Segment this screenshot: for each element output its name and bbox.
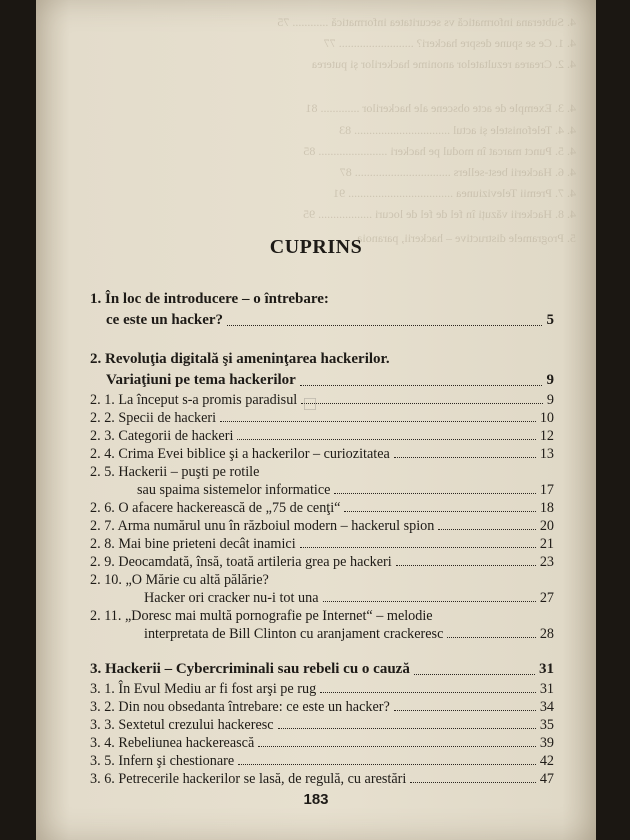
toc-entry bbox=[90, 571, 554, 589]
toc-entry-page: 31 bbox=[539, 681, 554, 697]
toc-entry bbox=[90, 445, 554, 463]
toc-entry bbox=[90, 734, 554, 752]
toc-entry bbox=[90, 589, 554, 607]
table-of-contents bbox=[90, 289, 554, 788]
leader-dots bbox=[344, 511, 536, 512]
show-through-text: 4. 2. Crearea rezultatelor anonime hackerilor și puterea bbox=[311, 57, 576, 71]
toc-entry-page: 28 bbox=[539, 626, 554, 642]
toc-entry-title: 2. Revoluţia digitală şi ameninţarea hackerilor. bbox=[90, 351, 390, 367]
toc-entry-title: 2. 1. La început s-a promis paradisul bbox=[90, 392, 298, 408]
toc-entry-title: 3. 3. Sextetul crezului hackeresc bbox=[90, 717, 274, 733]
toc-entry-page: 9 bbox=[546, 372, 554, 388]
show-through-text: 4. 1. Ce se spune despre hackeri? ......................... 77 bbox=[323, 36, 576, 50]
toc-entry-title: 2. 9. Deocamdată, însă, toată artileria grea pe hackeri bbox=[90, 554, 392, 570]
show-through-text: 4. 4. Telefonistele și actul ................................ 83 bbox=[339, 123, 576, 137]
show-through-text: 4. 6. Hackerii best-sellers ................................ 87 bbox=[339, 165, 576, 179]
show-through-text: 4. 8. Hackerii văzuți în fel de fel de locuri .................. 95 bbox=[303, 207, 576, 221]
toc-entry-page: 9 bbox=[546, 392, 554, 408]
toc-entry bbox=[90, 607, 554, 625]
toc-entry bbox=[90, 409, 554, 427]
toc-entry bbox=[90, 481, 554, 499]
toc-entry bbox=[90, 349, 554, 370]
toc-entry bbox=[90, 499, 554, 517]
toc-entry-page: 12 bbox=[539, 428, 554, 444]
toc-entry bbox=[90, 553, 554, 571]
toc-entry bbox=[90, 310, 554, 331]
toc-entry-page: 47 bbox=[539, 771, 554, 787]
toc-entry-page: 23 bbox=[539, 554, 554, 570]
toc-entry-title: 3. 4. Rebeliunea hackerească bbox=[90, 735, 255, 751]
toc-entry-page: 39 bbox=[539, 735, 554, 751]
toc-entry bbox=[90, 391, 554, 409]
toc-entry-title: 2. 8. Mai bine prieteni decât inamici bbox=[90, 536, 296, 552]
toc-entry bbox=[90, 752, 554, 770]
toc-entry bbox=[90, 659, 554, 680]
toc-entry-page: 27 bbox=[539, 590, 554, 606]
toc-entry-title: 2. 7. Arma numărul unu în războiul modern – hackerul spion bbox=[90, 518, 435, 534]
leader-dots bbox=[334, 493, 536, 494]
toc-entry-page: 42 bbox=[539, 753, 554, 769]
toc-entry-title: sau spaima sistemelor informatice bbox=[137, 482, 331, 498]
leader-dots bbox=[237, 439, 536, 440]
toc-entry bbox=[90, 535, 554, 553]
toc-entry-page: 34 bbox=[539, 699, 554, 715]
toc-entry-title: 3. 6. Petrecerile hackerilor se lasă, de regulă, cu arestări bbox=[90, 771, 407, 787]
show-through-text: 4. 7. Premii Televiziunea ................................... 91 bbox=[333, 186, 576, 200]
toc-entry-title: 2. 11. „Doresc mai multă pornografie pe Internet“ – melodie bbox=[90, 608, 433, 624]
toc-entry bbox=[90, 770, 554, 788]
toc-entry-title: 2. 5. Hackerii – puşti pe rotile bbox=[90, 464, 260, 480]
toc-entry-title: 2. 3. Categorii de hackeri bbox=[90, 428, 234, 444]
toc-entry-title: 3. 5. Infern şi chestionare bbox=[90, 753, 235, 769]
leader-dots bbox=[438, 529, 536, 530]
toc-entry bbox=[90, 427, 554, 445]
leader-dots bbox=[447, 637, 536, 638]
toc-entry-page: 20 bbox=[539, 518, 554, 534]
toc-entry bbox=[90, 463, 554, 481]
book-page bbox=[36, 0, 596, 840]
leader-dots bbox=[300, 547, 536, 548]
leader-dots bbox=[323, 601, 536, 602]
leader-dots bbox=[394, 710, 536, 711]
show-through-text: 5. Programele distructive – hackerii, paranoia bbox=[357, 231, 576, 245]
toc-entry bbox=[90, 625, 554, 643]
toc-entry-title: interpretata de Bill Clinton cu aranjament crackeresc bbox=[144, 626, 444, 642]
leader-dots bbox=[414, 674, 535, 675]
toc-entry-page: 31 bbox=[539, 661, 554, 677]
toc-entry-page: 35 bbox=[539, 717, 554, 733]
toc-entry-title: 1. În loc de introducere – o întrebare: bbox=[90, 291, 329, 307]
leader-dots bbox=[301, 403, 543, 404]
toc-entry-title: 2. 10. „O Mărie cu altă pălărie? bbox=[90, 572, 269, 588]
toc-entry-page: 17 bbox=[539, 482, 554, 498]
page-number: 183 bbox=[303, 791, 329, 808]
toc-entry bbox=[90, 289, 554, 310]
leader-dots bbox=[220, 421, 536, 422]
toc-entry bbox=[90, 698, 554, 716]
toc-entry-page: 13 bbox=[539, 446, 554, 462]
leader-dots bbox=[410, 782, 536, 783]
toc-entry-title: 2. 4. Crima Evei biblice şi a hackerilor – curiozitatea bbox=[90, 446, 390, 462]
toc-entry-page: 10 bbox=[539, 410, 554, 426]
toc-entry bbox=[90, 370, 554, 391]
toc-entry-title: 3. 2. Din nou obsedanta întrebare: ce este un hacker? bbox=[90, 699, 390, 715]
leader-dots bbox=[258, 746, 536, 747]
leader-dots bbox=[238, 764, 536, 765]
toc-entry bbox=[90, 517, 554, 535]
toc-entry-title: Variaţiuni pe tema hackerilor bbox=[106, 372, 296, 388]
leader-dots bbox=[396, 565, 536, 566]
watermark-logo: □ bbox=[304, 393, 317, 415]
toc-entry-page: 18 bbox=[539, 500, 554, 516]
toc-entry-title: 2. 2. Specii de hackeri bbox=[90, 410, 217, 426]
toc-entry-title: ce este un hacker? bbox=[106, 312, 224, 328]
toc-entry bbox=[90, 680, 554, 698]
leader-dots bbox=[320, 692, 536, 693]
toc-entry-title: 3. 1. În Evul Mediu ar fi fost arşi pe rug bbox=[90, 681, 317, 697]
show-through-text: 4. Subterana informatică vs securitatea informatică ............ 75 bbox=[277, 15, 576, 29]
leader-dots bbox=[278, 728, 536, 729]
leader-dots bbox=[227, 325, 542, 326]
leader-dots bbox=[300, 385, 542, 386]
leader-dots bbox=[394, 457, 536, 458]
page-title: CUPRINS bbox=[269, 236, 363, 258]
show-through-text: 4. 5. Punct marcat în modul pe hackeri ....................... 85 bbox=[303, 144, 576, 158]
toc-entry-title: Hacker ori cracker nu-i tot una bbox=[144, 590, 319, 606]
toc-entry bbox=[90, 716, 554, 734]
toc-entry-title: 3. Hackerii – Cybercriminali sau rebeli cu o cauză bbox=[90, 661, 410, 677]
toc-entry-page: 21 bbox=[539, 536, 554, 552]
toc-entry-page: 5 bbox=[546, 312, 554, 328]
show-through-text: 4. 3. Exemple de acte obscene ale hackerilor ............. 81 bbox=[305, 101, 576, 115]
toc-entry-title: 2. 6. O afacere hackerească de „75 de cenţi“ bbox=[90, 500, 341, 516]
